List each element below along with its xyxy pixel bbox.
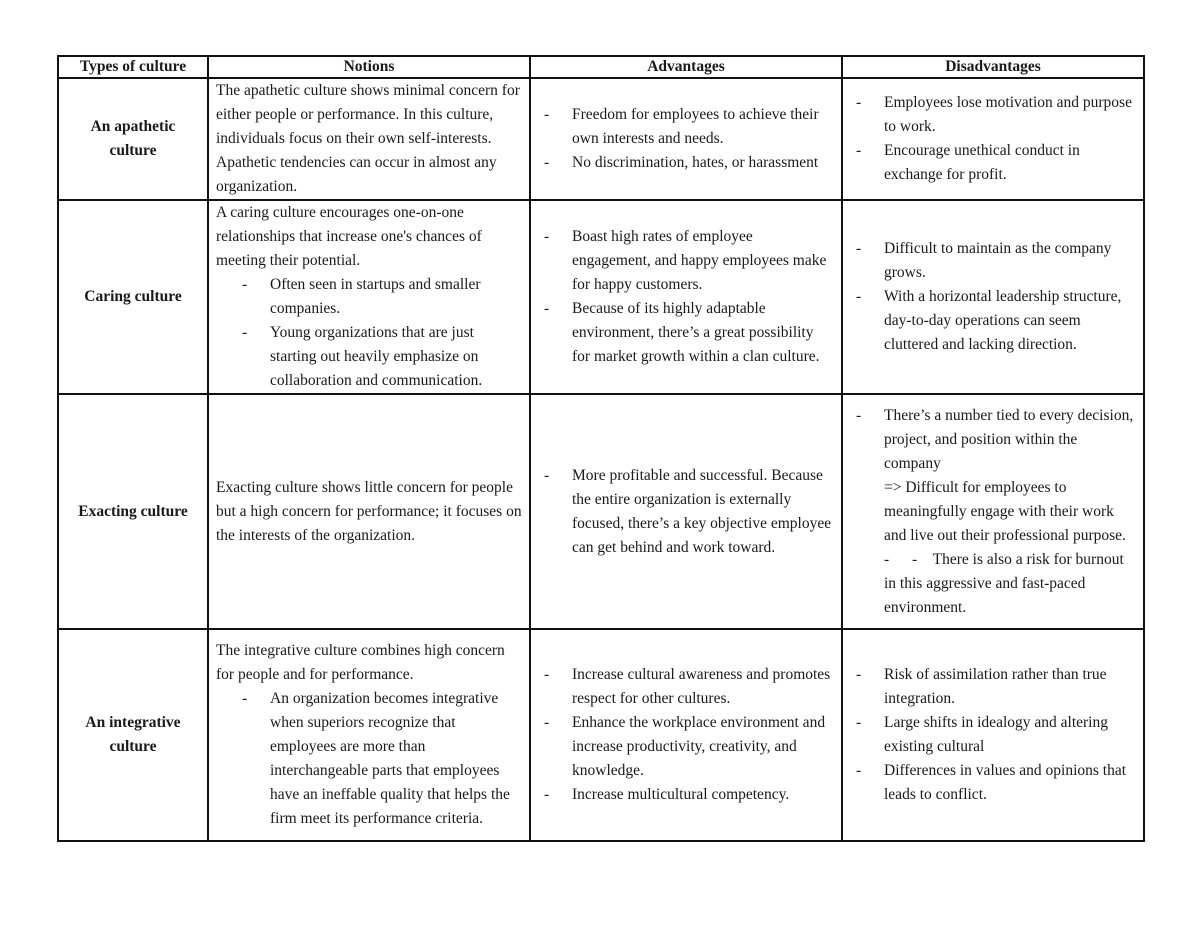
list-item: - Differences in values and opinions that leads to conflict. (856, 759, 1136, 807)
culture-table (57, 55, 1145, 842)
notion-text: A caring culture encourages one-on-one relationships that increase one's chances of meeting their potential. (216, 204, 482, 269)
list-item: - Freedom for employees to achieve their own interests and needs. (544, 103, 834, 151)
culture-type: Caring culture (58, 200, 208, 394)
header-row (58, 56, 1144, 78)
list-item: - Risk of assimilation rather than true integration. (856, 663, 1136, 711)
list-item: - Increase multicultural competency. (544, 783, 834, 807)
advantages-list (538, 464, 834, 560)
advantages-list (538, 663, 834, 807)
disadvantages-cell (842, 78, 1144, 200)
culture-type: An apathetic culture (58, 78, 208, 200)
list-item: - Large shifts in idealogy and altering existing cultural (856, 711, 1136, 759)
list-item: - Encourage unethical conduct in exchange for profit. (856, 139, 1136, 187)
table-row (58, 78, 1144, 200)
table-row (58, 629, 1144, 841)
disadvantages-cell (842, 394, 1144, 629)
disadvantages-list (850, 237, 1136, 357)
advantages-cell (530, 200, 842, 394)
table-row (58, 200, 1144, 394)
notion-text: The integrative culture combines high concern for people and for performance. (216, 642, 505, 683)
table-row (58, 394, 1144, 629)
header-disadvantages: Disadvantages (842, 56, 1144, 78)
disadvantages-cell (842, 200, 1144, 394)
list-item: - Young organizations that are just starting out heavily emphasize on collaboration and communication. (242, 321, 522, 393)
disadvantages-cell (842, 629, 1144, 841)
notion-text: The apathetic culture shows minimal concern for either people or performance. In this culture, individuals focus on their own self-interests. Apathetic tendencies can occur in almost any organization. (216, 82, 520, 195)
list-item: - An organization becomes integrative when superiors recognize that employees are more than interchangeable parts that employees have an ineffable quality that helps the firm meet its performance criteria. (242, 687, 522, 831)
notion-bullets (216, 273, 522, 393)
header-types: Types of culture (58, 56, 208, 78)
list-item: - No discrimination, hates, or harassment (544, 151, 834, 175)
list-item: - Enhance the workplace environment and increase productivity, creativity, and knowledge. (544, 711, 834, 783)
notion-cell (208, 200, 530, 394)
notion-text: Exacting culture shows little concern for people but a high concern for performance; it focuses on the interests of the organization. (216, 478, 522, 544)
list-item: - With a horizontal leadership structure, day-to-day operations can seem cluttered and lacking direction. (856, 285, 1136, 357)
list-item: - Difficult to maintain as the company grows. (856, 237, 1136, 285)
advantages-cell (530, 629, 842, 841)
disadvantages-list (850, 91, 1136, 187)
culture-type: An integrative culture (58, 629, 208, 841)
notion-bullets (216, 687, 522, 831)
list-item: - Boast high rates of employee engagement, and happy employees make for happy customers. (544, 225, 834, 297)
disadvantages-list (850, 663, 1136, 807)
list-item: - Because of its highly adaptable environment, there’s a great possibility for market growth within a clan culture. (544, 297, 834, 369)
advantages-list (538, 103, 834, 175)
list-item (856, 404, 1136, 620)
list-item: - Employees lose motivation and purpose to work. (856, 91, 1136, 139)
disadvantages-list (850, 404, 1136, 620)
disadvantage-continuation: => Difficult for employees to meaningfully engage with their work and live out their professional purpose. (884, 478, 1126, 544)
advantages-cell (530, 394, 842, 629)
notion-cell (208, 629, 530, 841)
culture-type: Exacting culture (58, 394, 208, 629)
header-notions: Notions (208, 56, 530, 78)
notion-cell (208, 78, 530, 200)
header-advantages: Advantages (530, 56, 842, 78)
disadvantage-text: There’s a number tied to every decision, project, and position within the company (884, 406, 1134, 472)
disadvantage-risk: - - There is also a risk for burnout in this aggressive and fast-paced environment. (884, 551, 1124, 616)
list-item: - Often seen in startups and smaller companies. (242, 273, 522, 321)
advantages-cell (530, 78, 842, 200)
list-item: - Increase cultural awareness and promotes respect for other cultures. (544, 663, 834, 711)
list-item: - More profitable and successful. Because the entire organization is externally focused, there’s a key objective employee can get behind and work toward. (544, 464, 834, 560)
notion-cell (208, 394, 530, 629)
advantages-list (538, 225, 834, 369)
